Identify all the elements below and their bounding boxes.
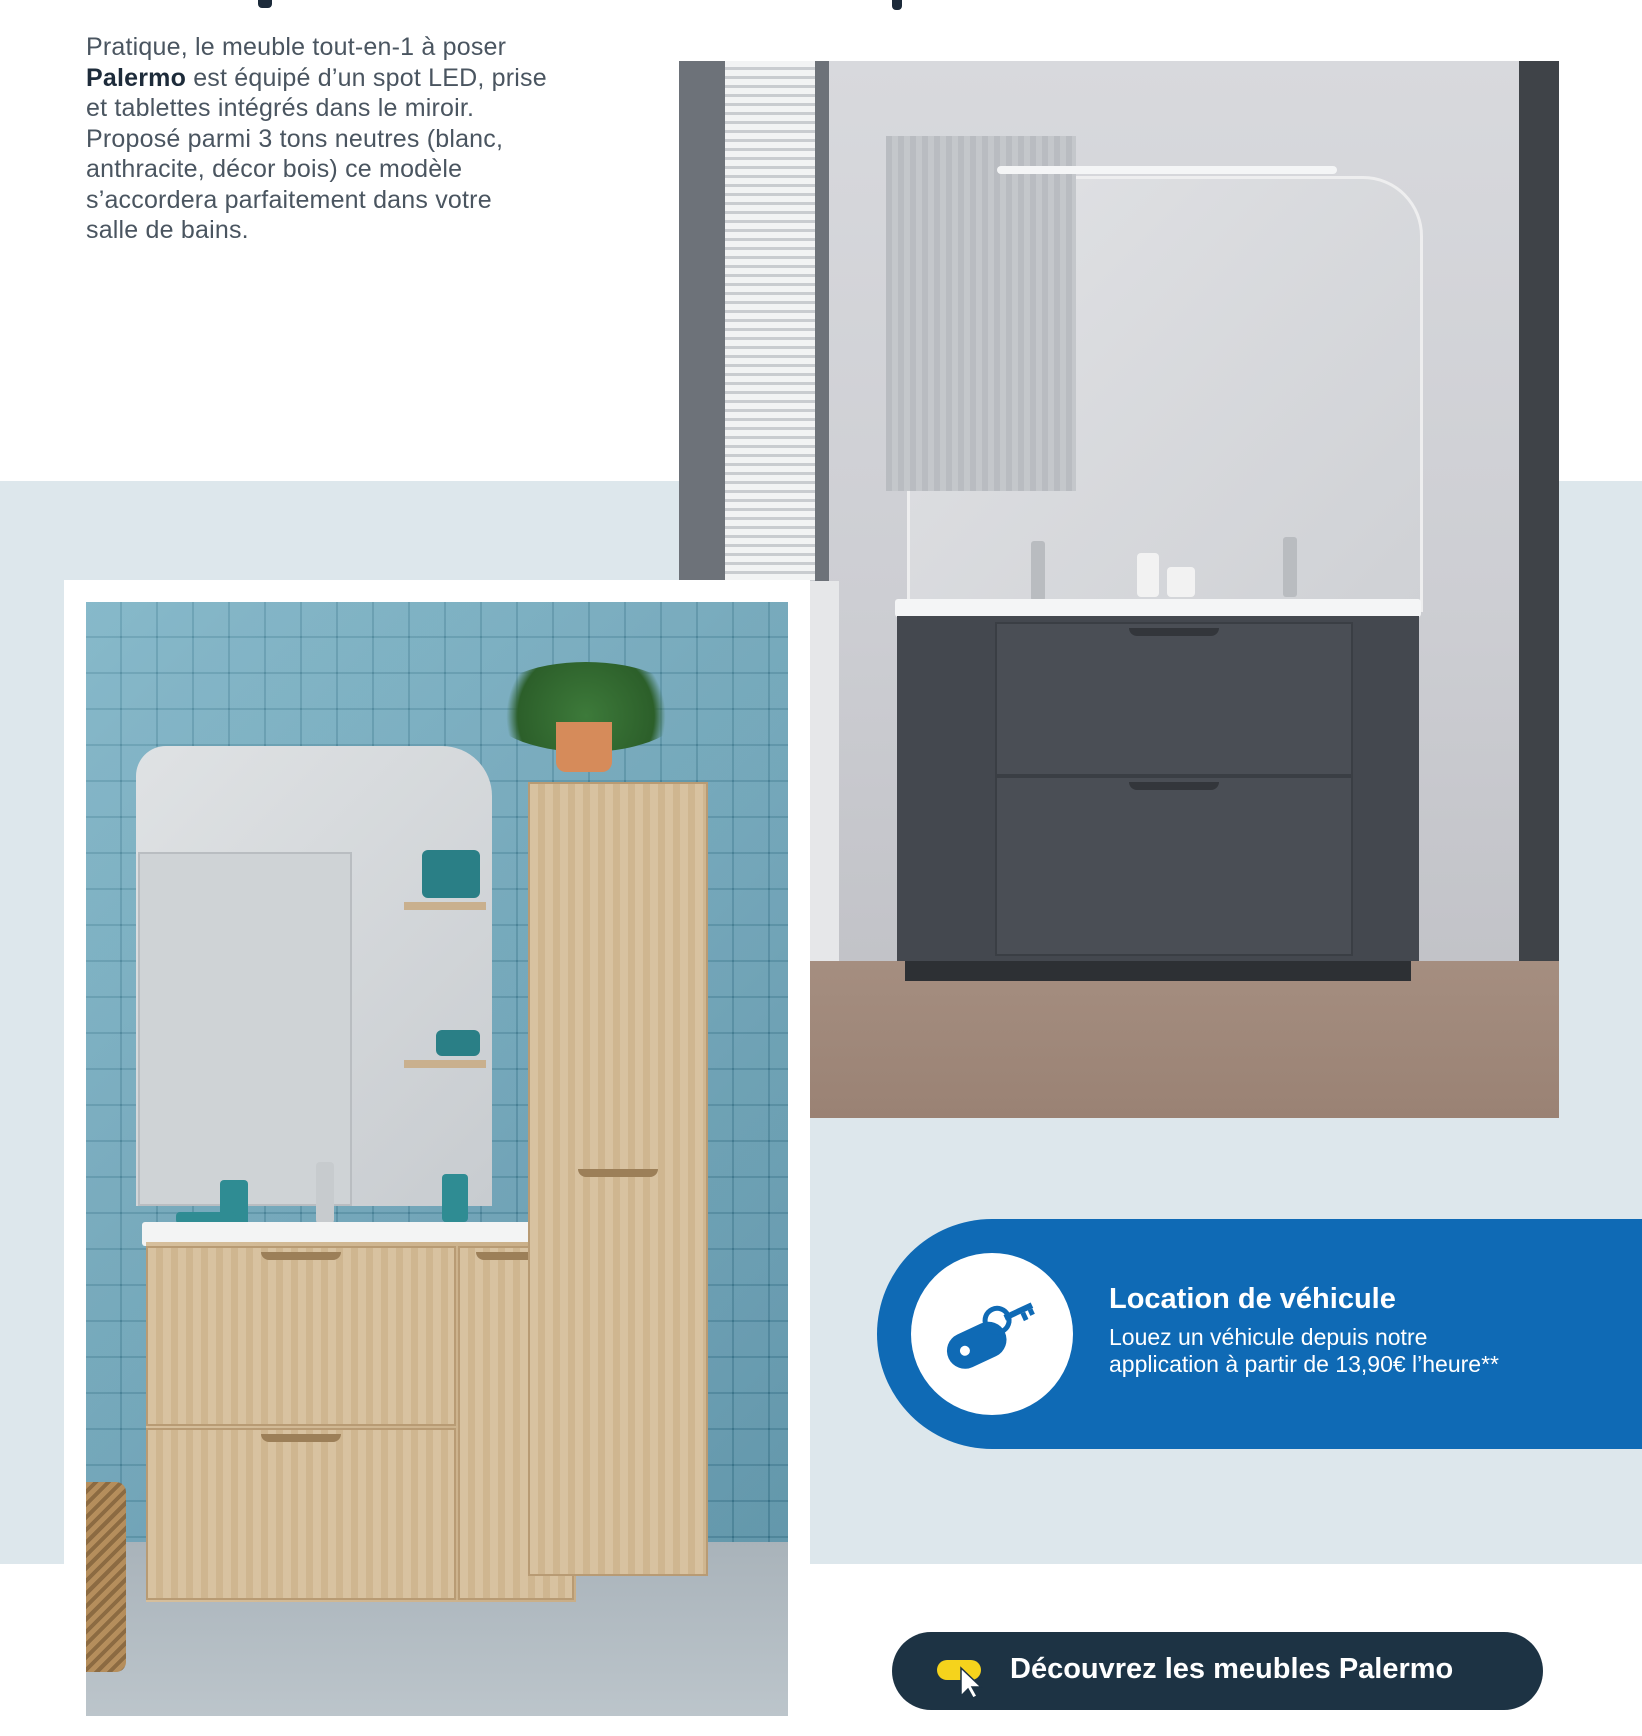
photo-faucet [1283,537,1297,597]
photo-plinth [905,961,1411,981]
photo-drawer-pull [1129,628,1219,636]
photo-drawer-pull [1129,782,1219,790]
photo-jar [436,1030,480,1056]
vehicle-rental-promo[interactable] [877,1219,1642,1449]
photo-soap-bottle [1137,553,1159,597]
photo-cabinet [897,616,1419,961]
photo-led-light [997,166,1337,174]
intro-line: salle de bains. [86,216,249,244]
photo-toiletry-pouch [422,850,480,898]
photo-drawer-pull [261,1252,341,1260]
photo-counter [895,599,1421,617]
car-key-icon [935,1297,1049,1371]
photo-drawer-pull [261,1434,341,1442]
photo-plant-pot [556,722,612,772]
cta-label: Découvrez les meubles Palermo [1010,1653,1454,1685]
photo-drawer [146,1428,456,1600]
photo-vanity [146,1242,576,1602]
intro-line-rest: est équipé d’un spot LED, prise [186,63,547,92]
promo-description: Louez un véhicule depuis notre application à partir de 13,90€ l’heure** [1109,1324,1499,1377]
pointer-cursor-icon [937,1658,997,1698]
photo-mirror-cabinet [138,852,352,1206]
intro-line: s’accordera parfaitement dans votre [86,185,492,214]
oak-vanity-photo [86,602,788,1716]
photo-basket [86,1482,126,1672]
photo-blinds [725,61,815,581]
intro-line: Proposé parmi 3 tons neutres (blanc, [86,124,504,153]
photo-drawer [995,776,1353,956]
photo-drawer [146,1246,456,1426]
intro-line: Pratique, le meuble tout-en-1 à poser [86,33,507,61]
photo-cup [1167,567,1195,597]
photo-shelf [404,1060,486,1068]
promo-title: Location de véhicule [1109,1283,1396,1315]
photo-toothbrush-cup [442,1174,468,1222]
photo-faucet [1031,541,1045,601]
intro-line [86,63,626,94]
intro-paragraph [86,32,626,246]
photo-drawer [995,622,1353,776]
headline-fragment [0,0,1642,10]
intro-line: anthracite, décor bois) ce modèle [86,155,463,183]
photo-dark-wall [1519,61,1559,961]
photo-floor [799,961,1559,1118]
photo-mirror-shelf-panel [886,136,1076,491]
brand-name: Palermo [86,63,187,92]
photo-column-cabinet [528,782,708,1576]
intro-line: et tablettes intégrés dans le miroir. [86,94,475,122]
photo-column-pull [578,1169,658,1177]
photo-faucet [316,1162,334,1224]
anthracite-vanity-photo [679,61,1559,1118]
discover-palermo-button[interactable] [892,1632,1543,1710]
promo-icon-badge [911,1253,1073,1415]
photo-shelf [404,902,486,910]
